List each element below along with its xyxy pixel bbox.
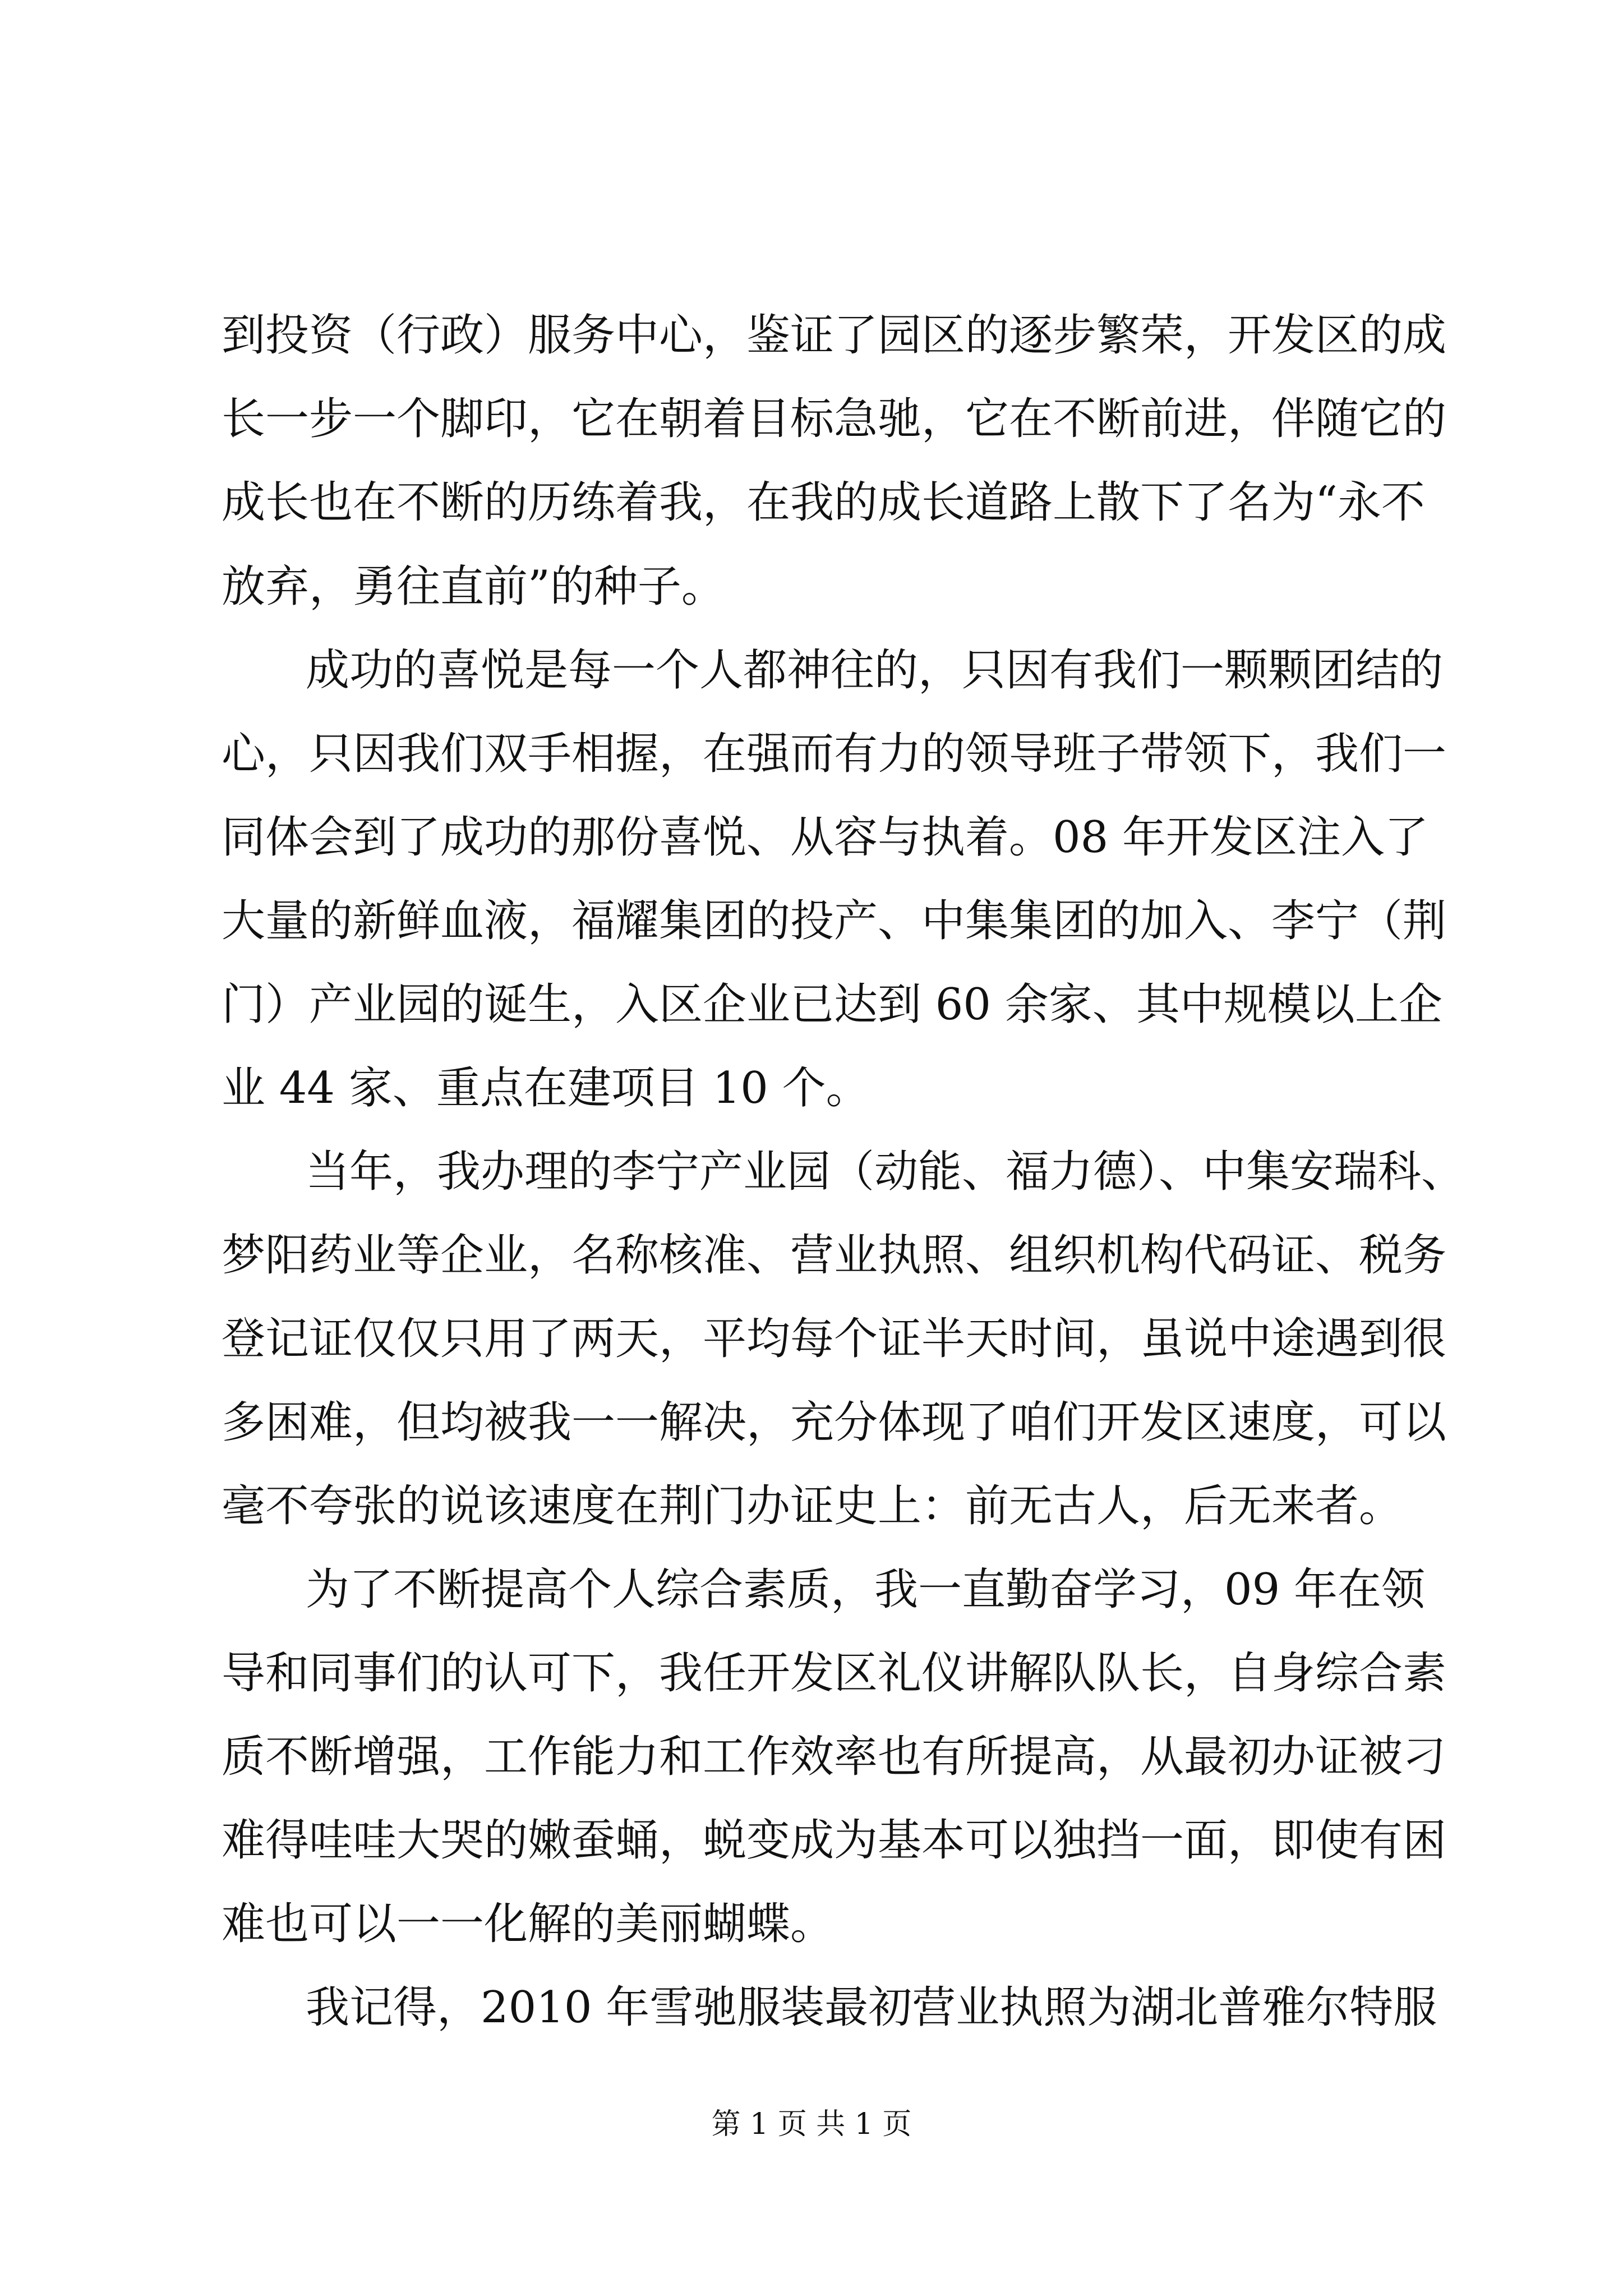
paragraph-2-line-4: 大量的新鲜血液，福耀集团的投产、中集集团的加入、李宁（荆 <box>222 896 1447 946</box>
paragraph-1-line-1: 到投资（行政）服务中心，鉴证了园区的逐步繁荣，开发区的成 <box>222 310 1447 361</box>
page-footer: 第 1 页 共 1 页 <box>711 2108 912 2141</box>
paragraph-4-line-2: 导和同事们的认可下，我任开发区礼仪讲解队队长，自身综合素 <box>222 1648 1447 1699</box>
paragraph-3-line-2: 梦阳药业等企业，名称核准、营业执照、组织机构代码证、税务 <box>222 1230 1447 1281</box>
paragraph-1-line-2: 长一步一个脚印，它在朝着目标急驰，它在不断前进，伴随它的 <box>222 394 1447 444</box>
paragraph-4-line-3: 质不断增强，工作能力和工作效率也有所提高，从最初办证被刁 <box>222 1732 1447 1782</box>
paragraph-5-line-1: 我记得，2010 年雪驰服装最初营业执照为湖北普雅尔特服 <box>306 1982 1437 2033</box>
paragraph-4-line-5: 难也可以一一化解的美丽蝴蝶。 <box>222 1899 834 1949</box>
paragraph-1-line-4: 放弃，勇往直前”的种子。 <box>222 562 725 612</box>
paragraph-4-line-4: 难得哇哇大哭的嫩蚕蛹，蜕变成为基本可以独挡一面，即使有困 <box>222 1815 1447 1866</box>
paragraph-2-line-6: 业 44 家、重点在建项目 10 个。 <box>222 1063 870 1114</box>
paragraph-3-line-3: 登记证仅仅只用了两天，平均每个证半天时间，虽说中途遇到很 <box>222 1314 1447 1364</box>
paragraph-3-line-1: 当年，我办理的李宁产业园（动能、福力德）、中集安瑞科、 <box>306 1147 1465 1197</box>
paragraph-1-line-3: 成长也在不断的历练着我，在我的成长道路上散下了名为“永不 <box>222 477 1425 528</box>
paragraph-4-line-1: 为了不断提高个人综合素质，我一直勤奋学习，09 年在领 <box>306 1565 1426 1615</box>
paragraph-2-line-5: 门）产业园的诞生，入区企业已达到 60 余家、其中规模以上企 <box>222 979 1442 1030</box>
paragraph-3-line-4: 多困难，但均被我一一解决，充分体现了咱们开发区速度，可以 <box>222 1397 1447 1448</box>
paragraph-2-line-1: 成功的喜悦是每一个人都神往的，只因有我们一颗颗团结的 <box>306 645 1444 696</box>
paragraph-3-line-5: 毫不夸张的说该速度在荆门办证史上：前无古人，后无来者。 <box>222 1481 1403 1531</box>
paragraph-2-line-2: 心，只因我们双手相握，在强而有力的领导班子带领下，我们一 <box>222 729 1447 779</box>
paragraph-2-line-3: 同体会到了成功的那份喜悦、从容与执着。08 年开发区注入了 <box>222 812 1429 863</box>
